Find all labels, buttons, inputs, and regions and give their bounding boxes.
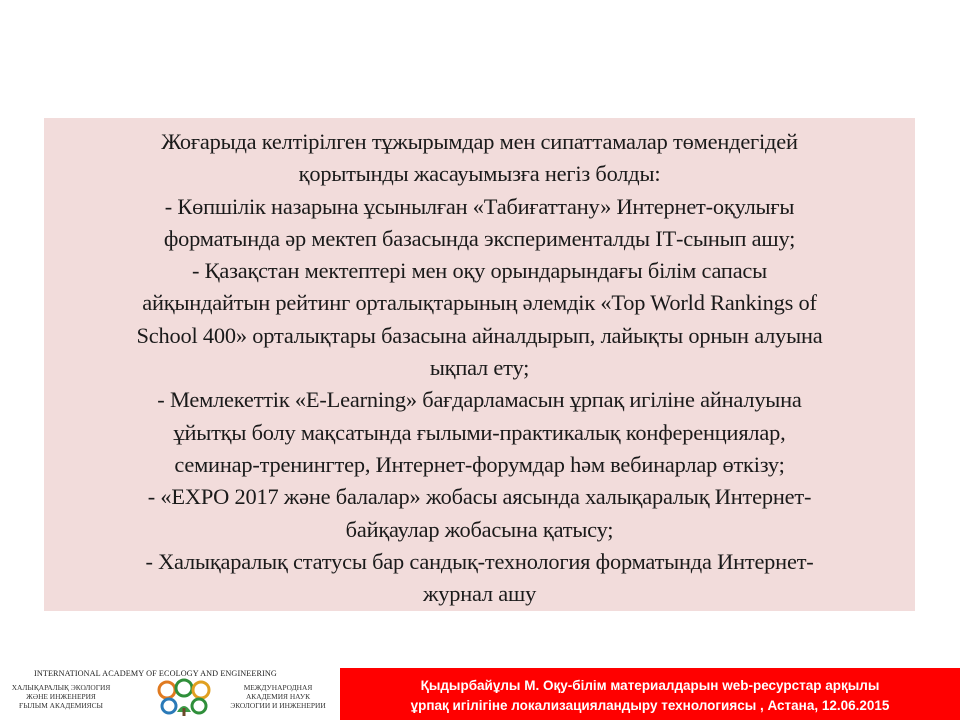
org-name-kz-line: ХАЛЫҚАРАЛЫҚ ЭКОЛОГИЯ bbox=[11, 683, 111, 692]
org-name-kz bbox=[4, 684, 118, 710]
text-line: журнал ашу bbox=[422, 581, 537, 607]
text-line: - Халықаралық статусы бар сандық-технология форматында Интернет- bbox=[145, 548, 814, 574]
citation-line: ұрпақ игілігіне локализацияландыру технологиясы , Астана, 12.06.2015 bbox=[410, 698, 890, 713]
text-line: байқаулар жобасына қатысу; bbox=[345, 516, 614, 542]
main-text-box bbox=[44, 118, 915, 611]
text-line: - Қазақстан мектептері мен оқу орындарындағы білім сапасы bbox=[191, 258, 768, 284]
text-line: форматында әр мектеп базасында эксперименталды ІТ-сынып ашу; bbox=[163, 225, 796, 251]
text-line: Жоғарыда келтірілген тұжырымдар мен сипаттамалар төмендегідей bbox=[161, 129, 798, 154]
org-title-en: INTERNATIONAL ACADEMY OF ECOLOGY AND ENGINEERING bbox=[34, 669, 277, 678]
org-name-ru-line: АКАДЕМИЯ НАУК bbox=[245, 691, 311, 701]
academy-emblem-icon bbox=[155, 678, 213, 718]
academy-logo-block bbox=[0, 666, 338, 720]
org-name-ru-line: ЭКОЛОГИИ И ИНЖЕНЕРИИ bbox=[230, 700, 326, 710]
org-name-kz-line: ҒЫЛЫМ АКАДЕМИЯСЫ bbox=[19, 700, 103, 710]
citation-banner bbox=[340, 668, 960, 720]
org-name-ru-line: МЕЖДУНАРОДНАЯ bbox=[243, 683, 313, 692]
text-line: айқындайтын рейтинг орталықтарының әлемдік «Top World Rankings of bbox=[142, 290, 817, 316]
text-line: School 400» орталықтары базасына айналдырып, лайықты орнын алуына bbox=[136, 322, 823, 348]
text-line: - Мемлекеттік «E-Learning» бағдарламасын ұрпақ игіліне айналуына bbox=[157, 387, 802, 413]
text-line: - Көпшілік назарына ұсынылған «Табиғаттану» Интернет-оқулығы bbox=[164, 193, 795, 219]
text-line: ықпал ету; bbox=[429, 355, 530, 381]
org-name-ru bbox=[218, 684, 338, 710]
org-name-kz-line: ЖӘНЕ ИНЖЕНЕРИЯ bbox=[26, 691, 96, 701]
text-line: семинар-тренингтер, Интернет-форумдар һәм вебинарлар өткізу; bbox=[174, 451, 785, 477]
text-line: - «EXPO 2017 және балалар» жобасы аясында халықаралық Интернет- bbox=[147, 484, 812, 510]
text-line: қорытынды жасауымызға негіз болды: bbox=[298, 161, 661, 187]
citation-line: Қыдырбайұлы М. Оқу-білім материалдарын web-ресурстар арқылы bbox=[420, 678, 880, 693]
text-line: ұйытқы болу мақсатында ғылыми-практикалық конференциялар, bbox=[173, 419, 786, 445]
